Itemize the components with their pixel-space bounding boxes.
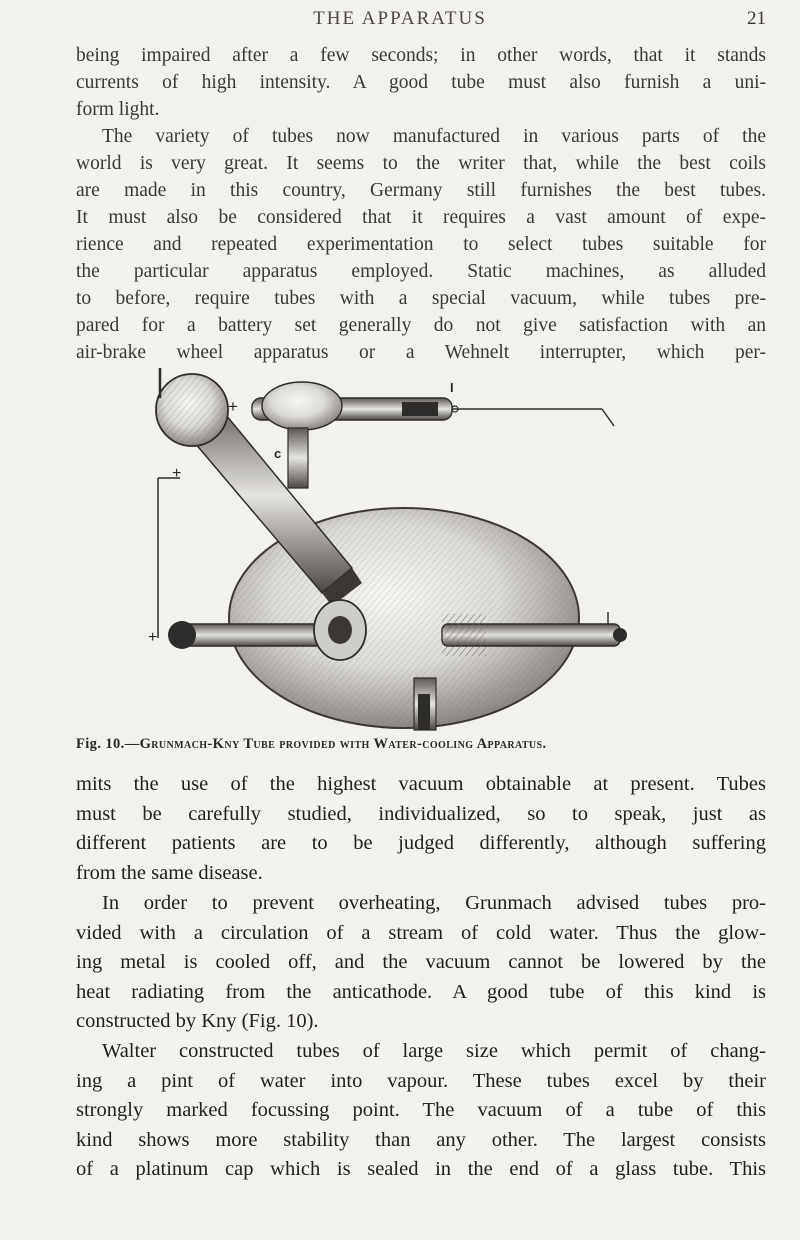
label-plus-bottom: +	[148, 629, 158, 646]
text-line: world is very great. It seems to the writer that, while the best coils	[76, 153, 766, 174]
text-line: to before, require tubes with a special vacuum, while tubes pre-	[76, 288, 766, 309]
text-line: of a platinum cap which is sealed in the end of a glass tube. This	[76, 1158, 766, 1180]
paragraph-walter-tubes	[76, 1037, 766, 1185]
label-plus-top: +	[228, 397, 238, 416]
text-line: strongly marked focussing point. The vacuum of a tube of this	[76, 1099, 766, 1121]
text-line: ing metal is cooled off, and the vacuum cannot be lowered by the	[76, 951, 766, 973]
bottom-stem	[414, 678, 436, 730]
text-line: ing a pint of water into vapour. These tubes excel by their	[76, 1069, 766, 1092]
text-line: In order to prevent overheating, Grunmach advised tubes pro-	[102, 892, 766, 914]
text-line: different patients are to be judged differently, although suffering	[76, 832, 766, 854]
text-line: being impaired after a few seconds; in other words, that it stands	[76, 45, 766, 66]
text-line: kind shows more stability than any other. The largest consists	[76, 1128, 766, 1151]
caption-text: —Grunmach-Kny Tube provided with Water-cooling Apparatus.	[124, 736, 547, 752]
upper-stem	[288, 428, 308, 488]
figure-grunmach-kny-tube	[148, 368, 652, 730]
label-i: I	[450, 380, 454, 395]
paragraph-overheating	[76, 889, 766, 1037]
text-line: vided with a circulation of a stream of cold water. Thus the glow-	[76, 921, 766, 944]
page-header	[0, 8, 800, 36]
text-line: pared for a battery set generally do not give satisfaction with an	[76, 315, 766, 336]
text-line: form light.	[76, 99, 160, 120]
text-line: are made in this country, Germany still furnishes the best tubes.	[76, 180, 766, 201]
text-line: the particular apparatus employed. Static machines, as alluded	[76, 261, 766, 282]
text-line: currents of high intensity. A good tube must also furnish a uni-	[76, 72, 766, 93]
label-plus-left: +	[172, 465, 182, 482]
tube-illustration	[148, 368, 652, 730]
text-line: rience and repeated experimentation to select tubes suitable for	[76, 234, 766, 255]
text-line: mits the use of the highest vacuum obtainable at present. Tubes	[76, 773, 766, 795]
paragraph-highest-vacuum	[76, 770, 766, 888]
text-line: from the same disease.	[76, 861, 263, 884]
text-line: must be carefully studied, individualized, so to speak, just as	[76, 802, 766, 825]
caption-number: Fig. 10.	[76, 736, 125, 752]
upper-electrode-arm	[252, 382, 614, 430]
paragraph-continued	[76, 42, 766, 123]
text-line: constructed by Kny (Fig. 10).	[76, 1010, 319, 1032]
cathode-arm	[168, 621, 324, 649]
text-line: heat radiating from the anticathode. A good tube of this kind is	[76, 980, 766, 1003]
running-head: THE APPARATUS	[313, 8, 487, 29]
page-number: 21	[747, 8, 766, 29]
text-line: The variety of tubes now manufactured in various parts of the	[102, 126, 766, 147]
text-line: air-brake wheel apparatus or a Wehnelt interrupter, which per-	[76, 342, 766, 363]
text-line: It must also be considered that it requires a vast amount of expe-	[76, 207, 766, 228]
paragraph-tube-variety	[76, 123, 766, 366]
figure-caption	[76, 736, 766, 753]
text-line: Walter constructed tubes of large size which permit of chang-	[102, 1040, 766, 1062]
label-c: c	[274, 446, 282, 461]
